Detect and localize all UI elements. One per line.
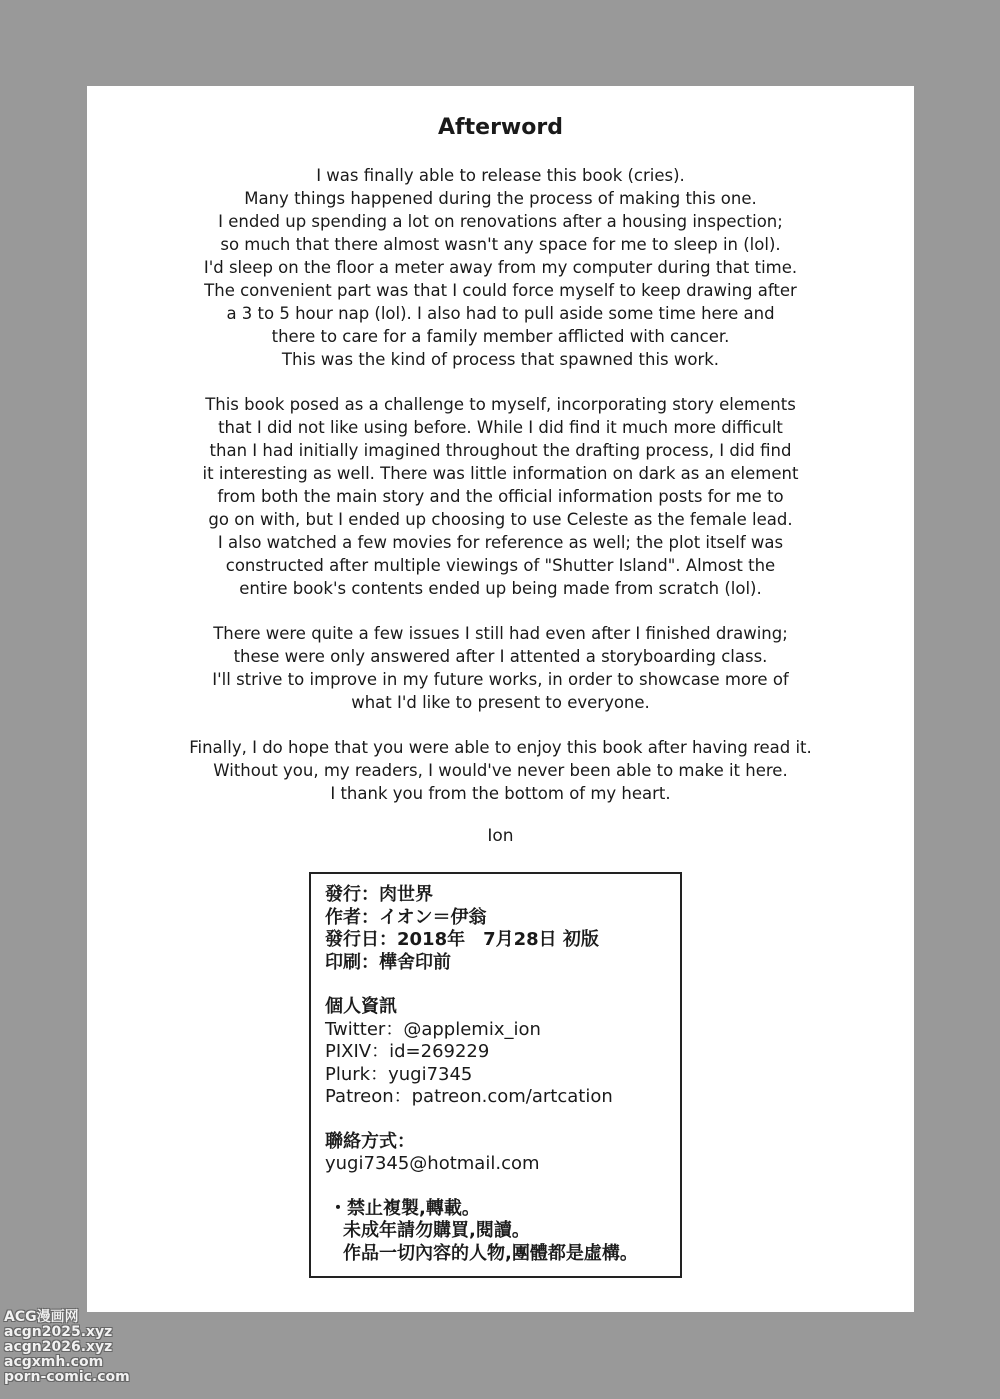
afterword-paragraph-3 — [87, 622, 914, 714]
text-line: This was the kind of process that spawned this work. — [281, 350, 720, 369]
text-line: This book posed as a challenge to myself, incorporating story elements — [205, 395, 796, 414]
personal-info — [325, 996, 666, 1109]
printer-line: 印刷：樺舍印前 — [325, 951, 451, 973]
text-line: The convenient part was that I could force myself to keep drawing after — [204, 281, 797, 300]
text-line: a 3 to 5 hour nap (lol). I also had to pull aside some time here and — [226, 304, 775, 323]
text-line: Many things happened during the process of making this one. — [244, 189, 757, 208]
text-line: what I'd like to present to everyone. — [351, 693, 650, 712]
text-line: from both the main story and the official information posts for me to — [217, 487, 784, 506]
text-line: Without you, my readers, I would've never been able to make it here. — [213, 761, 788, 780]
text-line: there to care for a family member afflicted with cancer. — [271, 327, 730, 346]
contact-email: yugi7345@hotmail.com — [325, 1153, 540, 1174]
notice-line: ・禁止複製,轉載。 — [329, 1197, 480, 1219]
notice-line: 未成年請勿購買,閱讀。 — [343, 1220, 530, 1241]
release-date-line: 發行日：2018年 7月28日 初版 — [325, 929, 599, 950]
text-line: so much that there almost wasn't any space for me to sleep in (lol). — [220, 235, 781, 254]
patreon-line: Patreon：patreon.com/artcation — [325, 1086, 613, 1107]
text-line: go on with, but I ended up choosing to use Celeste as the female lead. — [208, 510, 793, 529]
text-line: I'd sleep on the floor a meter away from my computer during that time. — [203, 258, 798, 277]
text-line: entire book's contents ended up being made from scratch (lol). — [239, 579, 762, 598]
contact-heading: 聯絡方式： — [325, 1130, 415, 1152]
watermark-line: acgn2026.xyz — [4, 1339, 113, 1355]
pixiv-line: PIXIV：id=269229 — [325, 1041, 490, 1062]
afterword-title: Afterword — [438, 115, 563, 140]
text-line: There were quite a few issues I still had even after I finished drawing; — [213, 624, 788, 643]
text-line: it interesting as well. There was little information on dark as an element — [202, 464, 799, 483]
twitter-line: Twitter：@applemix_ion — [325, 1018, 541, 1040]
personal-info-heading: 個人資訊 — [325, 996, 397, 1017]
text-line: I thank you from the bottom of my heart. — [330, 784, 671, 803]
text-line: Finally, I do hope that you were able to enjoy this book after having read it. — [189, 738, 812, 757]
text-line: than I had initially imagined throughout the drafting process, I did find — [209, 441, 792, 460]
afterword-paragraph-4 — [87, 736, 914, 805]
text-line: that I did not like using before. While I did find it much more difficult — [218, 418, 783, 437]
watermark-line: porn-comic.com — [4, 1369, 130, 1385]
copyright-notice — [325, 1198, 666, 1266]
text-line: I was finally able to release this book (cries). — [316, 166, 685, 185]
afterword-paragraph-2 — [87, 393, 914, 600]
colophon-box — [309, 872, 682, 1278]
afterword-body — [87, 164, 914, 805]
watermark-line: acgn2025.xyz — [4, 1324, 113, 1340]
author-signature: Ion — [487, 826, 514, 846]
afterword-paragraph-1 — [87, 164, 914, 371]
page-sheet — [87, 86, 914, 1312]
text-line: I'll strive to improve in my future works, in order to showcase more of — [212, 670, 789, 689]
contact-info — [325, 1131, 666, 1176]
text-line: these were only answered after I attented a storyboarding class. — [233, 647, 768, 666]
text-line: I ended up spending a lot on renovations after a housing inspection; — [218, 212, 783, 231]
notice-line: 作品一切內容的人物,團體都是虛構。 — [343, 1242, 638, 1264]
author-line: 作者：イオン＝伊翁 — [325, 906, 487, 928]
watermark-line: ACG漫画网 — [4, 1309, 79, 1325]
watermark-line: acgxmh.com — [4, 1354, 104, 1370]
site-watermark — [4, 1310, 134, 1385]
text-line: I also watched a few movies for reference as well; the plot itself was — [217, 533, 784, 552]
text-line: constructed after multiple viewings of "Shutter Island". Almost the — [225, 556, 776, 575]
publication-info — [325, 884, 666, 974]
publisher-line: 發行：肉世界 — [325, 884, 433, 905]
plurk-line: Plurk：yugi7345 — [325, 1063, 473, 1085]
